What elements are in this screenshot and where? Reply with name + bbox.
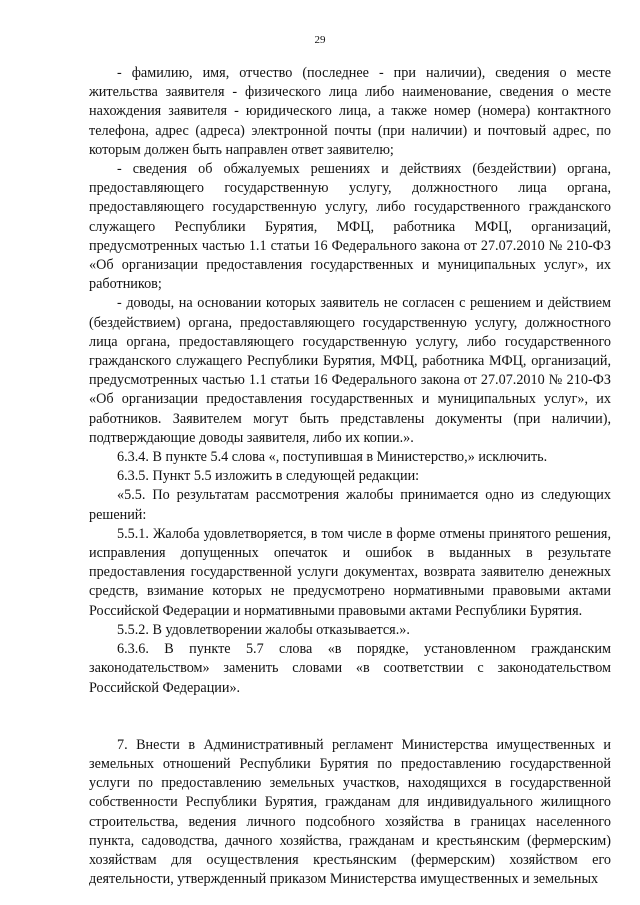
paragraph-5-5-2: 5.5.2. В удовлетворении жалобы отказывается.». — [117, 621, 410, 638]
page-number: 29 — [314, 34, 326, 46]
paragraph-arguments: - доводы, на основании которых заявитель не согласен с решением и действием (бездействием) органа, предоставляющего государственную услугу, должностного лица органа, предоставляющего государственную услугу, либо государственного гражданского служащего Республики Бурятия, МФЦ, работника МФЦ, организаций, предусмотренных частью 1.1 статьи 16 Федерального закона от 27.07.2010 № 210-ФЗ «Об организации предоставления государственных и муниципальных услуг», их работников. Заявителем могут быть представлены документы (при наличии), подтверждающие доводы заявителя, либо их копии.». — [89, 295, 611, 446]
document-body — [89, 64, 611, 889]
paragraph-6-3-6: 6.3.6. В пункте 5.7 слова «в порядке, установленном гражданским законодательством» заменить словами «в соответствии с законодательством Российской Федерации». — [89, 641, 611, 696]
paragraph-6-3-4: 6.3.4. В пункте 5.4 слова «, поступившая в Министерство,» исключить. — [117, 449, 548, 466]
paragraph-7: 7. Внести в Административный регламент Министерства имущественных и земельных отношений Республики Бурятия по предоставлению государственной услуги по предоставлению земельных участков, находящихся в государственной собственности Республики Бурятия, гражданам для индивидуального жилищного строительства, ведения личного подсобного хозяйства в границах населенного пункта, садоводства, дачного хозяйства, гражданам и крестьянским (фермерским) хозяйствам для осуществления крестьянским (фермерским) хозяйством его деятельности, утвержденный приказом Министерства имущественных и земельных — [89, 736, 611, 888]
paragraph-appealed-decisions: - сведения об обжалуемых решениях и действиях (бездействии) органа, предоставляющего государственную услугу, должностного лица органа, предоставляющего государственную услугу, либо государственного гражданского служащего Республики Бурятия, МФЦ, работника МФЦ, организаций, предусмотренных частью 1.1 статьи 16 Федерального закона от 27.07.2010 № 210-ФЗ «Об организации предоставления государственных и муниципальных услуг», их работников; — [89, 161, 611, 293]
paragraph-5-5-1: 5.5.1. Жалоба удовлетворяется, в том числе в форме отмены принятого решения, исправления допущенных опечаток и ошибок в выданных в результате предоставления государственной услуги документах, возврата заявителю денежных средств, взимание которых не предусмотрено нормативными правовыми актами Российской Федерации и нормативными правовыми актами Республики Бурятия. — [89, 525, 611, 619]
paragraph-applicant-details: - фамилию, имя, отчество (последнее - при наличии), сведения о месте жительства заявителя - физического лица либо наименование, сведения о месте нахождения заявителя - юридического лица, а также номер (номера) контактного телефона, адрес (адреса) электронной почты (при наличии) и почтовый адрес, по которым должен быть направлен ответ заявителю; — [89, 65, 611, 158]
paragraph-5-5: «5.5. По результатам рассмотрения жалобы принимается одно из следующих решений: — [89, 487, 611, 523]
paragraph-6-3-5: 6.3.5. Пункт 5.5 изложить в следующей редакции: — [117, 468, 420, 485]
